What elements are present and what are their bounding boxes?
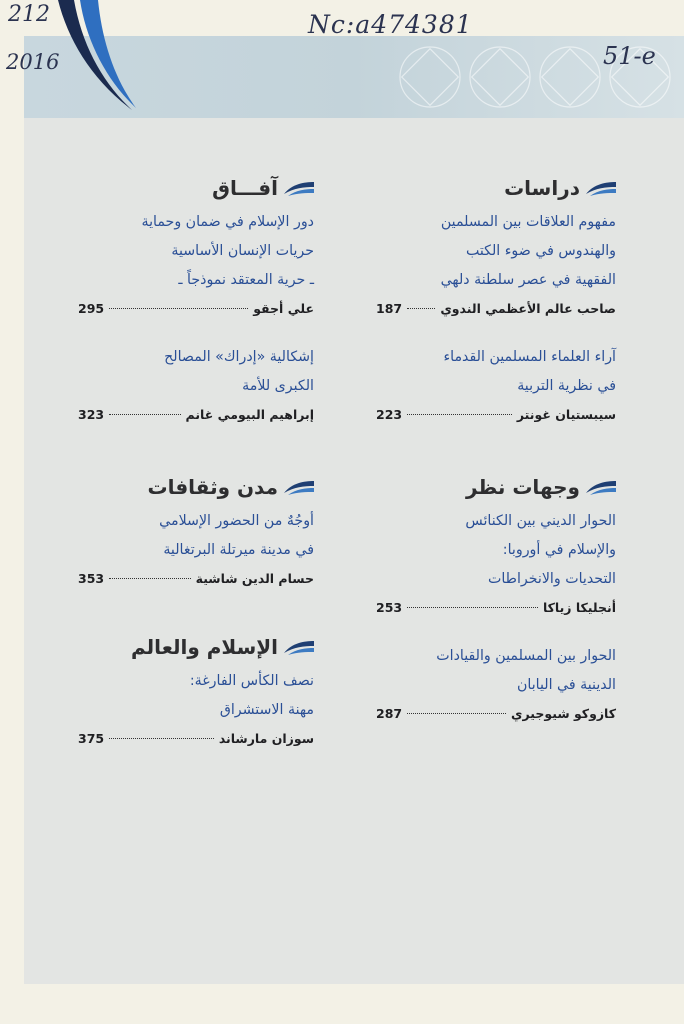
- page-number: 323: [78, 407, 105, 422]
- dot-leader: [109, 738, 214, 739]
- toc-right-column: [376, 174, 616, 724]
- section-chevron-icon: [284, 639, 314, 655]
- entry-title-line: الكبرى للأمة: [242, 378, 314, 394]
- entry-title-line: آراء العلماء المسلمين القدماء: [443, 349, 616, 365]
- author-name: حسام الدين شاشية: [195, 571, 314, 586]
- section-studies: [376, 174, 616, 425]
- toc-entry[interactable]: [376, 642, 616, 724]
- section-heading: [78, 174, 314, 202]
- toc-entry[interactable]: [78, 667, 314, 749]
- dot-leader: [109, 578, 191, 579]
- section-heading: [376, 174, 616, 202]
- page-number: 253: [376, 600, 403, 615]
- author-row: [78, 299, 314, 319]
- dot-leader: [407, 607, 538, 608]
- toc-entry[interactable]: [78, 208, 314, 319]
- section-heading: [376, 473, 616, 501]
- handwritten-number: 212: [8, 2, 50, 27]
- section-title: وجهات نظر: [465, 475, 580, 499]
- section-title: آفـــاق: [212, 176, 278, 200]
- author-name: سوزان مارشاند: [218, 731, 314, 746]
- section-heading: [78, 473, 314, 501]
- page-number: 295: [78, 301, 105, 316]
- entry-title-line: والإسلام في أوروبا:: [502, 542, 616, 558]
- entry-title-line: الفقهية في عصر سلطنة دلهي: [440, 272, 616, 288]
- dot-leader: [109, 308, 248, 309]
- entry-title-line: حريات الإنسان الأساسية: [171, 243, 314, 259]
- entry-title-line: الحوار الديني بين الكنائس: [465, 513, 616, 529]
- dot-leader: [407, 414, 512, 415]
- author-row: [376, 704, 616, 724]
- author-row: [376, 405, 616, 425]
- author-name: أنجليكا زياكا: [542, 600, 616, 615]
- page-number: 223: [376, 407, 403, 422]
- section-heading: [78, 633, 314, 661]
- toc-entry[interactable]: [376, 507, 616, 618]
- handwritten-year: 2016: [6, 50, 60, 74]
- entry-title-line: ـ حرية المعتقد نموذجاً ـ: [178, 272, 314, 288]
- entry-title-line: في مدينة ميرتلة البرتغالية: [163, 542, 314, 558]
- page-number: 375: [78, 731, 105, 746]
- entry-title-line: الحوار بين المسلمين والقيادات: [436, 648, 616, 664]
- entry-title-line: والهندوس في ضوء الكتب: [465, 243, 616, 259]
- dot-leader: [407, 308, 435, 309]
- toc-entry[interactable]: [376, 343, 616, 425]
- dot-leader: [407, 713, 506, 714]
- page-number: 287: [376, 706, 403, 721]
- author-name: إبراهيم البيومي غانم: [185, 407, 314, 422]
- toc-left-column: [78, 174, 314, 749]
- author-name: صاحب عالم الأعظمي الندوي: [440, 301, 616, 316]
- entry-title-line: في نظرية التربية: [517, 378, 616, 394]
- section-title: مدن وثقافات: [147, 475, 278, 499]
- entry-title-line: الدينية في اليابان: [516, 677, 616, 693]
- page-number: 187: [376, 301, 403, 316]
- section-islam-world: [78, 633, 314, 749]
- section-chevron-icon: [284, 479, 314, 495]
- author-row: [78, 569, 314, 589]
- entry-title-line: إشكالية «إدراك» المصالح: [164, 349, 314, 365]
- section-chevron-icon: [586, 479, 616, 495]
- section-chevron-icon: [284, 180, 314, 196]
- author-row: [78, 729, 314, 749]
- section-title: دراسات: [504, 176, 580, 200]
- entry-title-line: مفهوم العلاقات بين المسلمين: [440, 214, 616, 230]
- section-horizons: [78, 174, 314, 425]
- handwritten-shelf-code: 51-e: [603, 42, 656, 70]
- handwritten-catalog-code: Nc:a474381: [308, 10, 473, 39]
- entry-title-line: التحديات والانخراطات: [487, 571, 616, 587]
- toc-entry[interactable]: [78, 343, 314, 425]
- entry-title-line: مهنة الاستشراق: [219, 702, 314, 718]
- author-row: [376, 598, 616, 618]
- author-row: [78, 405, 314, 425]
- section-chevron-icon: [586, 180, 616, 196]
- author-name: كازوكو شيوجيري: [511, 706, 616, 721]
- author-name: علي أجقو: [253, 301, 314, 316]
- swoosh-logo-icon: [50, 0, 140, 112]
- author-row: [376, 299, 616, 319]
- author-name: سيبستيان غونتر: [516, 407, 616, 422]
- page-number: 353: [78, 571, 105, 586]
- toc-entry[interactable]: [376, 208, 616, 319]
- section-viewpoints: [376, 473, 616, 724]
- toc-entry[interactable]: [78, 507, 314, 589]
- section-cities-cultures: [78, 473, 314, 589]
- entry-title-line: أوجُهٌ من الحضور الإسلامي: [159, 513, 314, 529]
- section-title: الإسلام والعالم: [130, 635, 278, 659]
- entry-title-line: دور الإسلام في ضمان وحماية: [141, 214, 314, 230]
- entry-title-line: نصف الكأس الفارغة:: [189, 673, 314, 689]
- dot-leader: [109, 414, 180, 415]
